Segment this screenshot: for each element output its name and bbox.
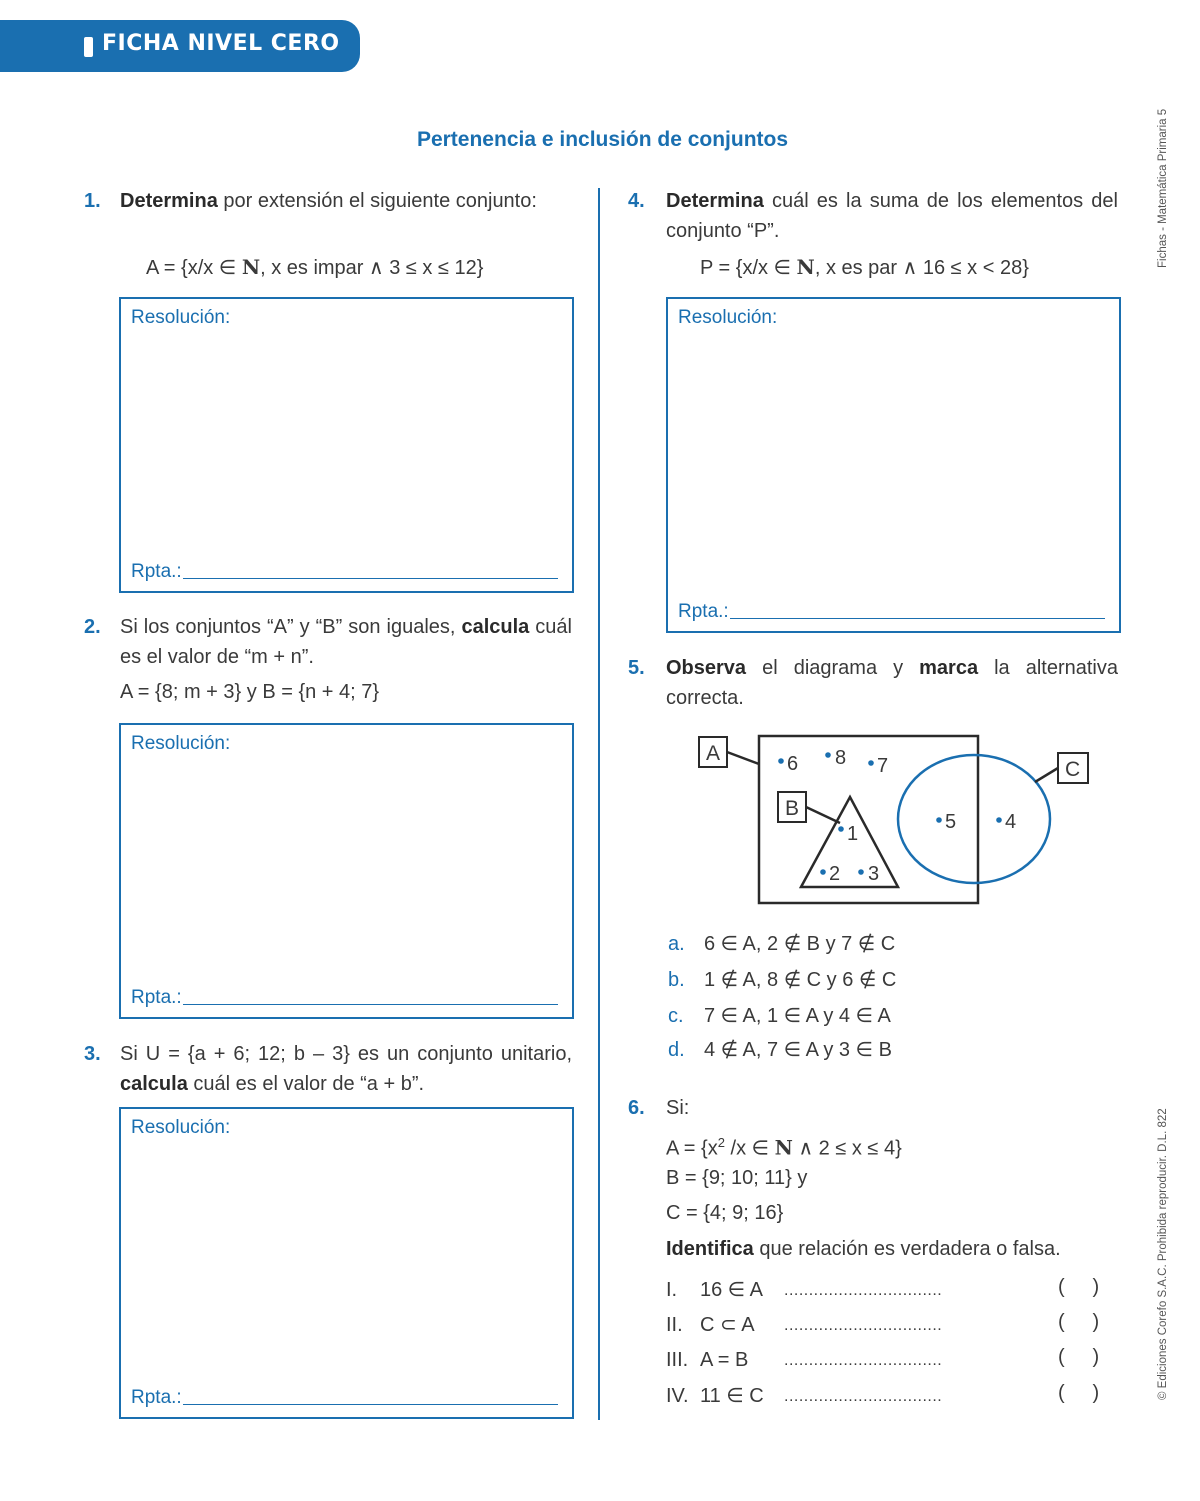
option-letter: a. — [668, 933, 685, 955]
answer-line[interactable] — [183, 1404, 558, 1405]
q6-leader-1: ................................ — [784, 1282, 943, 1299]
q1-formula — [146, 252, 483, 283]
q3-text-pre: Si U = {a + 6; 12; b – 3} es un conjunto unitario, — [120, 1043, 572, 1065]
element-dot — [838, 826, 844, 832]
label-b-connector — [806, 807, 840, 823]
option-text: 7 ∈ A, 1 ∈ A y 4 ∈ A — [704, 1005, 891, 1027]
q1-verb: Determina — [120, 190, 218, 212]
q6-set-a-mid: /x ∈ — [724, 1137, 775, 1160]
q3-text-post: cuál es el valor de “a + b”. — [193, 1073, 425, 1095]
q3-statement — [120, 1039, 572, 1099]
element-1: 1 — [847, 823, 859, 845]
q6-set-b: B = {9; 10; 11} y — [666, 1167, 808, 1189]
q5-text-post: la alternativa correcta. — [666, 657, 1118, 709]
q2-formula: A = {8; m + 3} y B = {n + 4; 7} — [120, 681, 380, 703]
tab-bar-icon — [84, 37, 93, 57]
venn-diagram — [690, 728, 1100, 913]
q4-verb: Determina — [666, 190, 764, 212]
item-expr: 16 ∈ A — [700, 1279, 764, 1301]
q2-verb: calcula — [461, 616, 530, 638]
q2-number: 2. — [84, 616, 101, 638]
q5-verb1: Observa — [666, 657, 747, 679]
q5-option-b[interactable] — [668, 966, 896, 994]
q6-text: que relación es verdadera o falsa. — [759, 1238, 1061, 1260]
item-expr: A = B — [700, 1349, 749, 1371]
label-a-connector — [727, 752, 759, 764]
q5-option-a[interactable] — [668, 930, 895, 958]
q6-item-1 — [666, 1276, 763, 1304]
option-text: 6 ∈ A, 2 ∉ B y 7 ∉ C — [704, 933, 896, 955]
side-text-top: Fichas - Matemática Primaria 5 — [1157, 108, 1169, 268]
answer-label: Rpta.: — [131, 561, 182, 582]
header-tab-label: FICHA NIVEL CERO — [102, 31, 340, 56]
q2-resolution-box[interactable] — [119, 723, 574, 1019]
q5-statement — [666, 653, 1118, 713]
option-text: 4 ∉ A, 7 ∈ A y 3 ∈ B — [704, 1039, 892, 1061]
q6-set-a-post: ∧ 2 ≤ x ≤ 4} — [792, 1137, 902, 1160]
q6-leader-3: ................................ — [784, 1352, 943, 1369]
q6-statement — [666, 1234, 1061, 1264]
q4-number: 4. — [628, 190, 645, 212]
element-dot — [858, 869, 864, 875]
page-title: Pertenencia e inclusión de conjuntos — [416, 128, 789, 151]
q6-intro: Si: — [666, 1097, 690, 1119]
label-b: B — [785, 797, 800, 820]
q6-answer-4[interactable]: ( ) — [1058, 1382, 1100, 1404]
q6-item-4 — [666, 1382, 764, 1410]
q5-verb2: marca — [919, 657, 979, 679]
element-dot — [936, 817, 942, 823]
item-roman: III. — [666, 1349, 689, 1371]
q6-number: 6. — [628, 1097, 645, 1119]
q4-statement — [666, 186, 1118, 246]
element-dot — [825, 752, 831, 758]
set-c-ellipse — [898, 755, 1050, 883]
q3-verb: calcula — [120, 1073, 188, 1095]
q6-set-c: C = {4; 9; 16} — [666, 1202, 784, 1224]
q6-leader-4: ................................ — [784, 1388, 943, 1405]
q1-text: por extensión el siguiente conjunto: — [223, 190, 537, 212]
q1-resolution-box[interactable] — [119, 297, 574, 593]
element-7: 7 — [877, 755, 889, 777]
label-c-connector — [1035, 768, 1058, 782]
option-letter: b. — [668, 969, 685, 991]
item-roman: II. — [666, 1314, 683, 1336]
q6-item-3 — [666, 1346, 748, 1374]
q6-verb: Identifica — [666, 1238, 754, 1260]
q2-text-post: cuál es el valor de “m + n”. — [120, 616, 572, 668]
element-6: 6 — [787, 753, 799, 775]
item-roman: IV. — [666, 1385, 689, 1407]
q5-option-d[interactable] — [668, 1036, 892, 1064]
item-roman: I. — [666, 1279, 678, 1301]
element-3: 3 — [868, 863, 880, 885]
option-letter: c. — [668, 1005, 684, 1027]
element-2: 2 — [829, 863, 841, 885]
q6-set-a — [666, 1128, 902, 1164]
q4-formula-post: , x es par ∧ 16 ≤ x < 28} — [814, 257, 1029, 279]
q4-text: cuál es la suma de los elementos del conjunto “P”. — [666, 190, 1118, 242]
q6-leader-2: ................................ — [784, 1317, 943, 1334]
answer-line[interactable] — [730, 618, 1105, 619]
item-expr: C ⊂ A — [700, 1314, 755, 1336]
q5-option-c[interactable] — [668, 1002, 891, 1030]
answer-line[interactable] — [183, 1004, 558, 1005]
q6-set-a-set: N — [774, 1135, 793, 1160]
q4-formula — [700, 252, 1029, 283]
q3-number: 3. — [84, 1043, 101, 1065]
side-text-bottom: © Ediciones Corefo S.A.C. Prohibida reproducir. D.L. 822 — [1157, 1108, 1169, 1400]
label-a: A — [706, 742, 721, 765]
option-letter: d. — [668, 1039, 685, 1061]
label-c: C — [1065, 758, 1081, 781]
q5-text-mid: el diagrama y — [762, 657, 904, 679]
column-divider — [598, 188, 600, 1420]
element-dot — [820, 869, 826, 875]
q6-answer-2[interactable]: ( ) — [1058, 1311, 1100, 1333]
resolution-label: Resolución: — [131, 1117, 231, 1138]
answer-label: Rpta.: — [131, 1387, 182, 1408]
q5-number: 5. — [628, 657, 645, 679]
q4-formula-set: N — [796, 255, 815, 279]
element-4: 4 — [1005, 811, 1017, 833]
resolution-label: Resolución: — [678, 307, 778, 328]
answer-label: Rpta.: — [678, 601, 729, 622]
item-expr: 11 ∈ C — [700, 1385, 764, 1407]
q1-number: 1. — [84, 190, 101, 212]
q1-formula-pre: A = {x/x ∈ — [146, 257, 242, 279]
element-8: 8 — [835, 747, 847, 769]
q4-resolution-box[interactable] — [666, 297, 1121, 633]
q1-formula-post: , x es impar ∧ 3 ≤ x ≤ 12} — [260, 257, 484, 279]
element-dot — [868, 760, 874, 766]
q3-resolution-box[interactable] — [119, 1107, 574, 1419]
element-5: 5 — [945, 811, 957, 833]
q6-answer-3[interactable]: ( ) — [1058, 1346, 1100, 1368]
q1-statement — [120, 186, 572, 216]
resolution-label: Resolución: — [131, 307, 231, 328]
q4-formula-pre: P = {x/x ∈ — [700, 257, 797, 279]
answer-label: Rpta.: — [131, 987, 182, 1008]
answer-line[interactable] — [183, 578, 558, 579]
element-dot — [778, 758, 784, 764]
q2-text-pre: Si los conjuntos “A” y “B” son iguales, — [120, 616, 456, 638]
q2-statement — [120, 612, 572, 672]
resolution-label: Resolución: — [131, 733, 231, 754]
option-text: 1 ∉ A, 8 ∉ C y 6 ∉ C — [704, 969, 897, 991]
q6-answer-1[interactable]: ( ) — [1058, 1276, 1100, 1298]
q6-set-a-pre: A = {x — [666, 1137, 718, 1160]
q6-item-2 — [666, 1311, 755, 1339]
q6-set-a-exp: 2 — [717, 1135, 725, 1150]
q1-formula-set: N — [241, 255, 261, 279]
element-dot — [996, 817, 1002, 823]
